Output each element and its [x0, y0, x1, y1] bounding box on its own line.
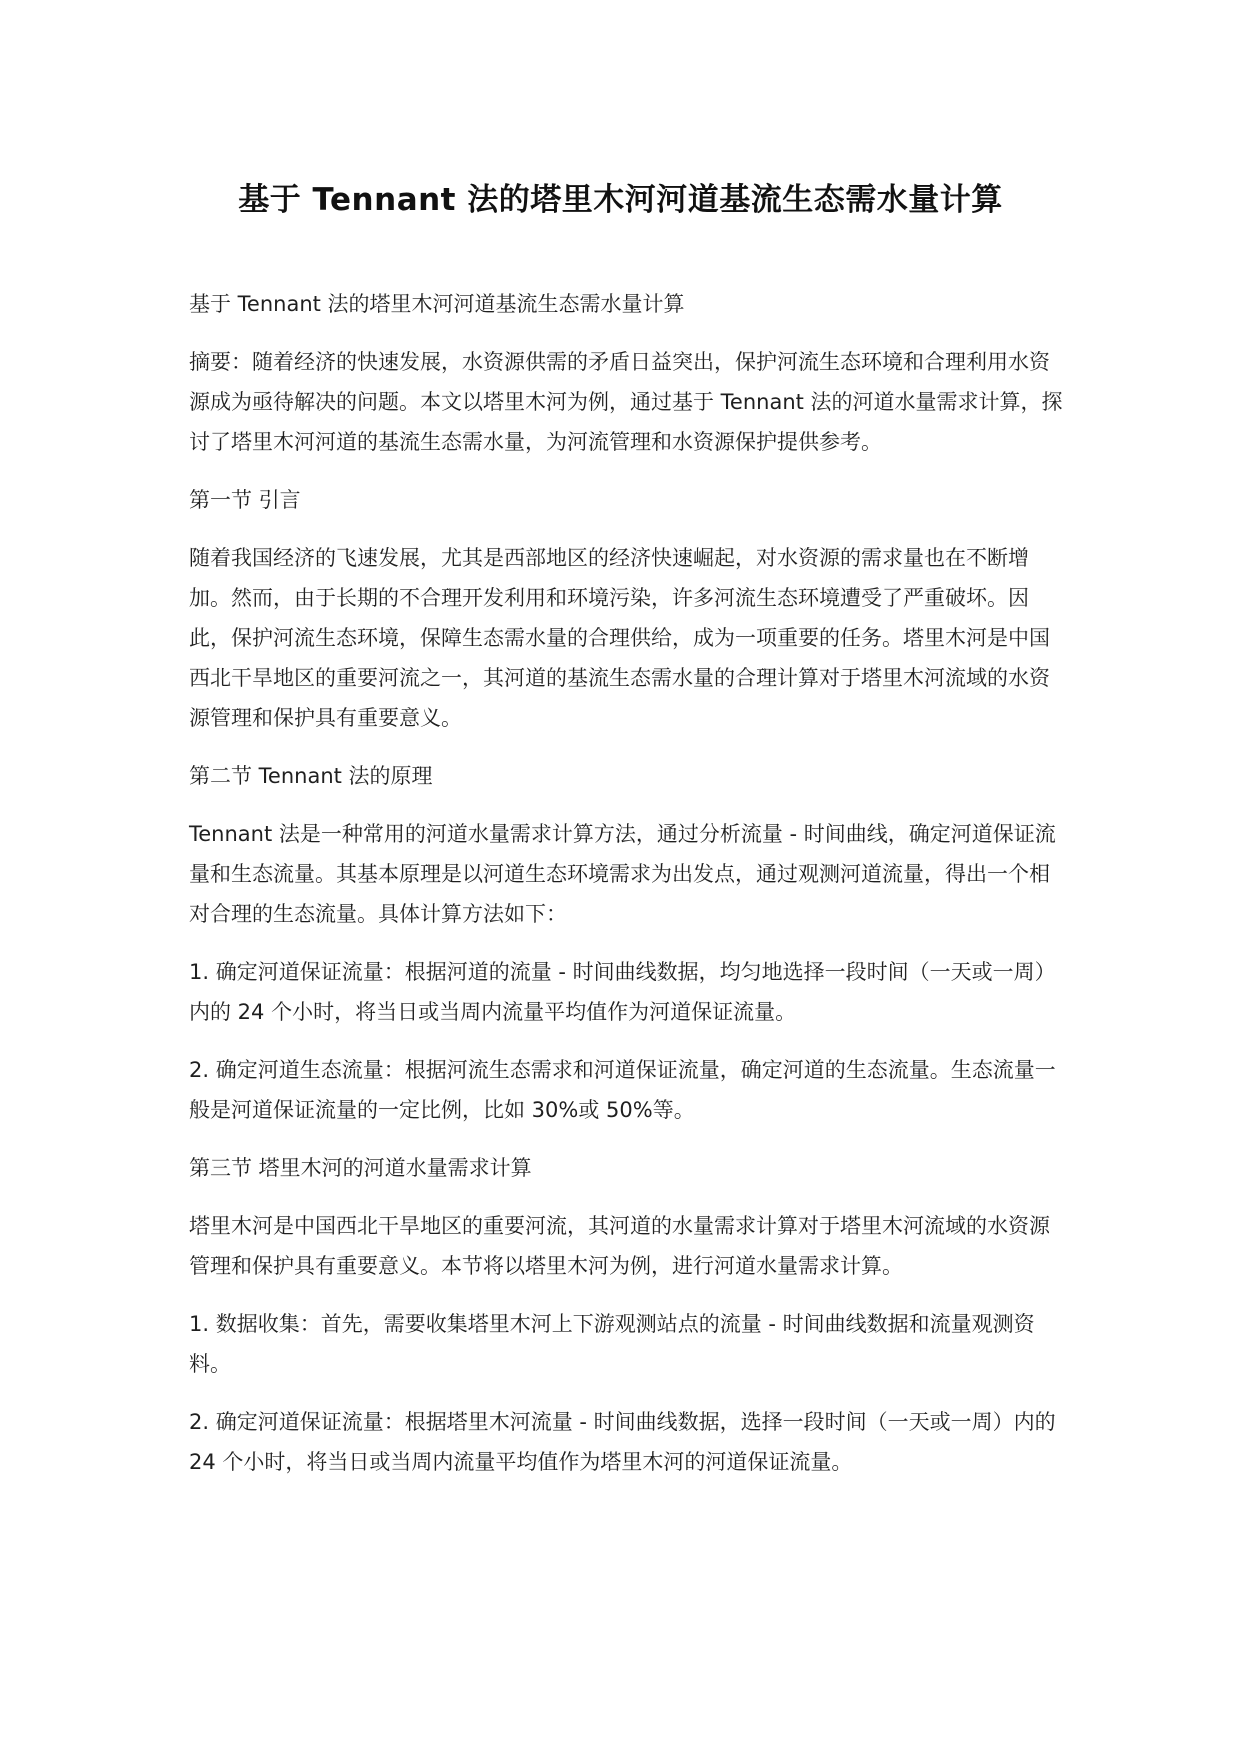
abstract-paragraph: 摘要：随着经济的快速发展，水资源供需的矛盾日益突出，保护河流生态环境和合理利用水资源成为亟待解决的问题。本文以塔里木河为例，通过基于 Tennant 法的河道水量需求计算，探讨了塔里木河河道的基流生态需水量，为河流管理和水资源保护提供参考。 — [189, 350, 1063, 454]
section-1-paragraph: 随着我国经济的飞速发展，尤其是西部地区的经济快速崛起，对水资源的需求量也在不断增加。然而，由于长期的不合理开发利用和环境污染，许多河流生态环境遭受了严重破坏。因此，保护河流生态环境，保障生态需水量的合理供给，成为一项重要的任务。塔里木河是中国西北干旱地区的重要河流之一，其河道的基流生态需水量的合理计算对于塔里木河流域的水资源管理和保护具有重要意义。 — [189, 546, 1050, 730]
document-subtitle: 基于 Tennant 法的塔里木河河道基流生态需水量计算 — [189, 292, 685, 316]
document-title: 基于 Tennant 法的塔里木河河道基流生态需水量计算 — [238, 182, 1003, 218]
document-body — [189, 284, 1069, 1500]
section-2-list-item-2: 2. 确定河道生态流量：根据河流生态需求和河道保证流量，确定河道的生态流量。生态流量一般是河道保证流量的一定比例，比如 30%或 50%等。 — [189, 1058, 1056, 1122]
section-3-paragraph: 塔里木河是中国西北干旱地区的重要河流，其河道的水量需求计算对于塔里木河流域的水资源管理和保护具有重要意义。本节将以塔里木河为例，进行河道水量需求计算。 — [189, 1214, 1050, 1278]
section-2-heading: 第二节 Tennant 法的原理 — [189, 764, 433, 788]
section-3-heading: 第三节 塔里木河的河道水量需求计算 — [189, 1156, 532, 1180]
section-1-heading: 第一节 引言 — [189, 488, 301, 512]
section-3-list-item-2: 2. 确定河道保证流量：根据塔里木河流量 - 时间曲线数据，选择一段时间（一天或一周）内的 24 个小时，将当日或当周内流量平均值作为塔里木河的河道保证流量。 — [189, 1410, 1056, 1474]
section-3-list-item-1: 1. 数据收集：首先，需要收集塔里木河上下游观测站点的流量 - 时间曲线数据和流量观测资料。 — [189, 1312, 1035, 1376]
section-2-list-item-1: 1. 确定河道保证流量：根据河道的流量 - 时间曲线数据，均匀地选择一段时间（一天或一周）内的 24 个小时，将当日或当周内流量平均值作为河道保证流量。 — [189, 960, 1056, 1024]
section-2-paragraph: Tennant 法是一种常用的河道水量需求计算方法，通过分析流量 - 时间曲线，确定河道保证流量和生态流量。其基本原理是以河道生态环境需求为出发点，通过观测河道流量，得出一个相对合理的生态流量。具体计算方法如下： — [189, 822, 1056, 926]
